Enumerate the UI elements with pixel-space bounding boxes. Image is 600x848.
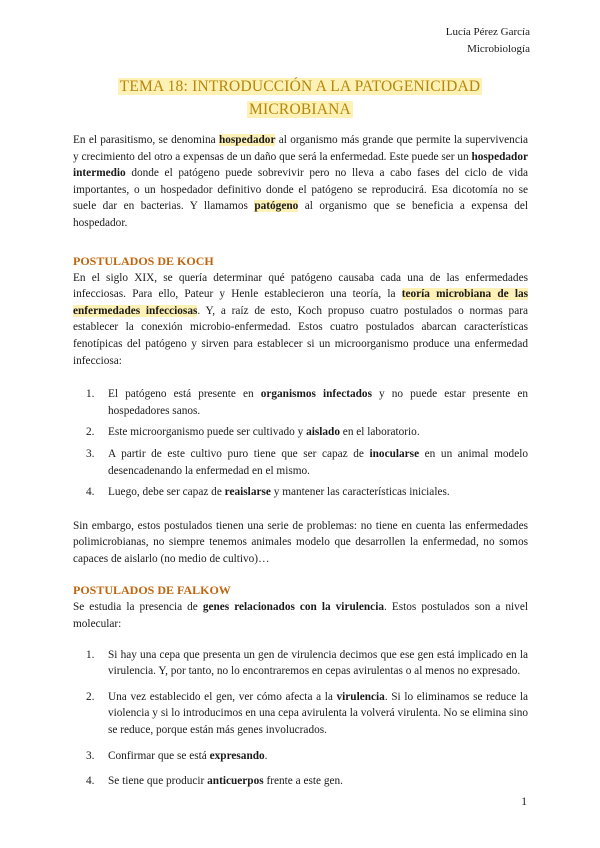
- list-item-text: .: [264, 749, 268, 762]
- list-item: [73, 689, 528, 739]
- falkow-paragraph-1: [73, 599, 528, 632]
- list-item: [73, 424, 528, 441]
- intro-text-4: al organismo que se beneficia a expensa del hospedador.: [73, 200, 528, 229]
- list-item-text: Se tiene que producir: [108, 775, 208, 788]
- list-item: [73, 647, 528, 680]
- list-item-term: reaislarse: [224, 486, 271, 499]
- list-item-number: 1.: [86, 648, 95, 661]
- list-item-number: 2.: [86, 690, 95, 703]
- intro-term-hospedador: hospedador: [218, 134, 276, 146]
- list-item-term: organismos infectados: [260, 388, 372, 401]
- list-item: [73, 446, 528, 479]
- intro-text-3: donde el patógeno puede sobrevivir pero no lleva a cabo fases del ciclo de vida importantes, o un hospedador definitivo donde el patógeno se reproducirá. Esa dicotomía no se suele dar en bacterias. Y llamamos: [73, 167, 528, 213]
- list-item-term: virulencia: [336, 690, 385, 703]
- intro-text-1: En el parasitismo, se denomina: [73, 134, 219, 146]
- intro-term-patogeno: patógeno: [254, 200, 299, 213]
- list-item-term: expresando: [209, 749, 265, 762]
- list-item-text: Confirmar que se está: [108, 749, 210, 762]
- document-body: [73, 132, 528, 799]
- intro-text-2: al organismo más grande que permite la supervivencia y crecimiento del otro a expensas de un daño que será la enfermedad. Este puede ser un: [73, 134, 528, 163]
- subject-name: Microbiología: [467, 43, 530, 55]
- title-line-1: TEMA 18: INTRODUCCIÓN A LA PATOGENICIDAD: [119, 78, 481, 95]
- title-line-2: MICROBIANA: [249, 101, 351, 118]
- page-number: 1: [521, 796, 527, 808]
- list-item-text: y mantener las características iniciales.: [270, 486, 450, 499]
- list-item-term: anticuerpos: [207, 775, 264, 788]
- list-item-text: Luego, debe ser capaz de: [108, 486, 225, 499]
- author-name: Lucía Pérez García: [445, 26, 530, 38]
- list-item-number: 2.: [86, 426, 95, 439]
- list-item-term: aislado: [306, 426, 340, 439]
- list-item-number: 3.: [86, 749, 95, 762]
- koch-text-2: . Y, a raíz de esto, Koch propuso cuatro postulados o normas para establecer la conexión microbio-enfermedad. Estos cuatro postulados abarcan características fenotípicas del patógeno y sirven para establecer si un microorganismo produce una enfermedad infecciosa:: [73, 304, 528, 367]
- koch-term-teoria: teoría microbiana de las enfermedades infecciosas: [73, 288, 529, 317]
- list-item-term: inocularse: [369, 447, 420, 460]
- koch-paragraph-1: [73, 270, 528, 370]
- list-item-number: 1.: [86, 388, 95, 401]
- list-item-text: frente a este gen.: [263, 775, 343, 788]
- koch-heading: POSTULADOS DE KOCH: [73, 253, 214, 268]
- list-item-text: Si hay una cepa que presenta un gen de virulencia decimos que ese gen está implicado en la virulencia. Y, por tanto, no lo encontraremos en cepas avirulentas o al menos no expresado.: [108, 648, 528, 678]
- falkow-text-1: Se estudia la presencia de: [73, 601, 203, 614]
- list-item: [73, 386, 528, 419]
- list-item: [73, 773, 528, 790]
- list-item-number: 4.: [86, 486, 95, 499]
- page-title: [60, 75, 540, 121]
- intro-term-hospedador-intermedio: hospedador intermedio: [73, 150, 528, 180]
- list-item: [73, 484, 528, 501]
- list-item-text: en un animal modelo desencadenando la enfermedad en el mismo.: [108, 447, 528, 477]
- intro-paragraph: [73, 132, 528, 232]
- koch-paragraph-2: Sin embargo, estos postulados tienen una serie de problemas: no tiene en cuenta las enfermedades polimicrobianas, no siempre tenemos animales modelo que desarrollen la enfermedad, no somos capaces de aislarlo (no medio de cultivo)…: [73, 519, 528, 565]
- falkow-heading: POSTULADOS DE FALKOW: [73, 583, 231, 598]
- list-item-text: A partir de este cultivo puro tiene que ser capaz de: [108, 447, 370, 460]
- koch-text-1: En el siglo XIX, se quería determinar qué patógeno causaba cada una de las enfermedades infecciosas. Para ello, Pateur y Henle establecieron una teoría, la: [73, 271, 528, 301]
- falkow-text-2: . Estos postulados son a nivel molecular:: [73, 601, 528, 631]
- list-item-number: 4.: [86, 775, 95, 788]
- list-item-text: Este microorganismo puede ser cultivado y: [108, 426, 307, 439]
- page-header: [446, 24, 530, 58]
- list-item-text: El patógeno está presente en: [108, 388, 261, 401]
- list-item-text: Una vez establecido el gen, ver cómo afecta a la: [108, 690, 337, 703]
- koch-list: [73, 386, 528, 501]
- list-item-text: y no puede estar presente en hospedadores sanos.: [108, 388, 528, 417]
- list-item-text: en el laboratorio.: [339, 426, 420, 439]
- list-item-number: 3.: [86, 447, 95, 460]
- list-item-text: . Si lo eliminamos se reduce la violencia y si lo introducimos en una cepa avirulenta la volverá virulenta. No se elimina sino se reduce, porque están más genes involucrados.: [108, 690, 528, 737]
- falkow-term-genes: genes relacionados con la virulencia: [202, 601, 384, 614]
- list-item: [73, 748, 528, 765]
- falkow-list: [73, 647, 528, 790]
